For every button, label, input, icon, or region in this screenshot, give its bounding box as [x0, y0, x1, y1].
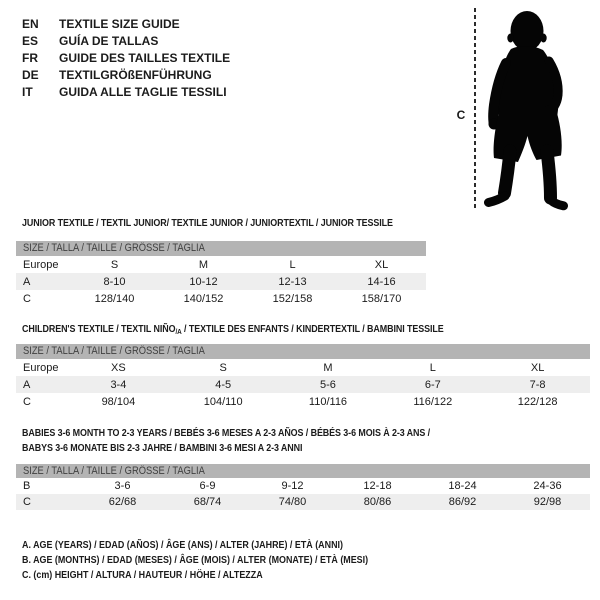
size-header-text: SIZE / TALLA / TAILLE / GRÖSSE / TAGLIA [23, 242, 205, 254]
size-value-cell: 3-4 [110, 378, 127, 391]
size-table-row [16, 290, 426, 307]
size-value-cell: 12-13 [278, 275, 307, 288]
row-label-cell: B [23, 480, 31, 492]
size-value-cell: 104/110 [203, 395, 243, 408]
size-value-cell: L [289, 258, 296, 271]
children-table-title [22, 322, 444, 339]
row-label-cell: C [23, 292, 31, 305]
height-measure-line [474, 8, 476, 208]
size-value-cell: 116/122 [413, 395, 453, 408]
size-header-text: SIZE / TALLA / TAILLE / GRÖSSE / TAGLIA [23, 345, 205, 357]
language-code: EN [22, 17, 39, 31]
size-header-text: SIZE / TALLA / TAILLE / GRÖSSE / TAGLIA [23, 465, 205, 477]
footnote-age-months: B. AGE (MONTHS) / EDAD (MESES) / ÂGE (MOIS) / ALTER (MONATE) / ETÀ (MESI) [22, 554, 369, 566]
language-code: ES [22, 34, 39, 48]
title-subscript: /A [175, 327, 182, 336]
title-text: CHILDREN'S TEXTILE / TEXTIL NIÑO [22, 323, 176, 335]
size-value-cell: XL [530, 361, 545, 374]
language-code: IT [22, 85, 33, 99]
language-code: FR [22, 51, 38, 65]
junior-size-table [16, 256, 426, 307]
size-value-cell: 74/80 [278, 496, 307, 508]
size-value-cell: XL [374, 258, 389, 271]
row-label-cell: Europe [23, 258, 59, 271]
language-row [22, 16, 230, 33]
row-label-cell: A [23, 275, 31, 288]
size-value-cell: 24-36 [533, 480, 562, 492]
size-value-cell: 3-6 [114, 480, 131, 492]
language-title-list [22, 16, 230, 101]
language-code: DE [22, 68, 39, 82]
babies-table-title-line1: BABIES 3-6 MONTH TO 2-3 YEARS / BEBÉS 3-6 MESES A 2-3 AÑOS / BÉBÉS 3-6 MOIS À 2-3 ANS / [22, 427, 431, 439]
size-value-cell: 8-10 [103, 275, 126, 288]
size-table-row [16, 393, 590, 410]
size-value-cell: 140/152 [183, 292, 224, 305]
size-value-cell: 12-18 [363, 480, 392, 492]
size-value-cell: L [429, 361, 436, 374]
size-value-cell: M [198, 258, 209, 271]
size-value-cell: 68/74 [193, 496, 222, 508]
row-label-cell: A [23, 378, 31, 391]
size-value-cell: 98/104 [101, 395, 136, 408]
junior-table-title: JUNIOR TEXTILE / TEXTIL JUNIOR/ TEXTILE JUNIOR / JUNIORTEXTIL / JUNIOR TESSILE [22, 217, 393, 229]
language-title: TEXTILE SIZE GUIDE [59, 17, 180, 31]
size-value-cell: 110/116 [308, 395, 348, 408]
size-value-cell: 80/86 [363, 496, 392, 508]
language-row [22, 84, 230, 101]
row-label-cell: C [23, 496, 31, 508]
size-value-cell: 9-12 [281, 480, 304, 492]
size-value-cell: 62/68 [108, 496, 137, 508]
size-value-cell: 5-6 [320, 378, 336, 391]
size-table-row [16, 273, 426, 290]
toddler-silhouette [483, 5, 577, 211]
size-value-cell: S [219, 361, 227, 374]
size-value-cell: 86/92 [448, 496, 477, 508]
size-table-row [16, 376, 590, 393]
size-value-cell: 122/128 [517, 395, 558, 408]
language-row [22, 33, 230, 50]
size-value-cell: 158/170 [361, 292, 402, 305]
size-value-cell: 152/158 [272, 292, 313, 305]
size-value-cell: 92/98 [533, 496, 562, 508]
size-table-row [16, 256, 426, 273]
babies-size-table [16, 478, 590, 510]
title-text: / TEXTILE DES ENFANTS / KINDERTEXTIL / BAMBINI TESSILE [181, 323, 444, 335]
language-row [22, 67, 230, 84]
size-value-cell: XS [111, 361, 126, 374]
language-title: GUIDA ALLE TAGLIE TESSILI [59, 85, 227, 99]
row-label-cell: Europe [23, 361, 59, 374]
size-value-cell: M [323, 361, 333, 374]
row-label-cell: C [23, 395, 31, 408]
children-size-header-bar [16, 344, 590, 359]
babies-size-header-bar [16, 464, 590, 478]
babies-table-title-line2: BABYS 3-6 MONATE BIS 2-3 JAHRE / BAMBINI 3-6 MESI A 2-3 ANNI [22, 442, 303, 454]
size-value-cell: 10-12 [189, 275, 218, 288]
children-size-table [16, 359, 590, 410]
size-value-cell: 6-7 [424, 378, 441, 391]
language-title: TEXTILGRÖßENFÜHRUNG [59, 68, 212, 82]
size-value-cell: 128/140 [94, 292, 135, 305]
language-row [22, 50, 230, 67]
size-value-cell: 18-24 [448, 480, 477, 492]
size-table-row [16, 359, 590, 376]
size-value-cell: 6-9 [199, 480, 216, 492]
junior-size-header-bar [16, 241, 426, 256]
size-table-row [16, 494, 590, 510]
size-table-row [16, 478, 590, 494]
footnote-age-years: A. AGE (YEARS) / EDAD (AÑOS) / ÂGE (ANS) / ALTER (JAHRE) / ETÀ (ANNI) [22, 539, 343, 551]
language-title: GUIDE DES TAILLES TEXTILE [59, 51, 231, 65]
language-title: GUÍA DE TALLAS [59, 34, 159, 48]
footnote-height-cm: C. (cm) HEIGHT / ALTURA / HAUTEUR / HÖHE / ALTEZZA [22, 569, 263, 581]
size-value-cell: S [110, 258, 119, 271]
size-value-cell: 4-5 [215, 378, 232, 391]
height-measure-label: C [456, 108, 466, 122]
size-value-cell: 14-16 [367, 275, 396, 288]
size-value-cell: 7-8 [529, 378, 546, 391]
